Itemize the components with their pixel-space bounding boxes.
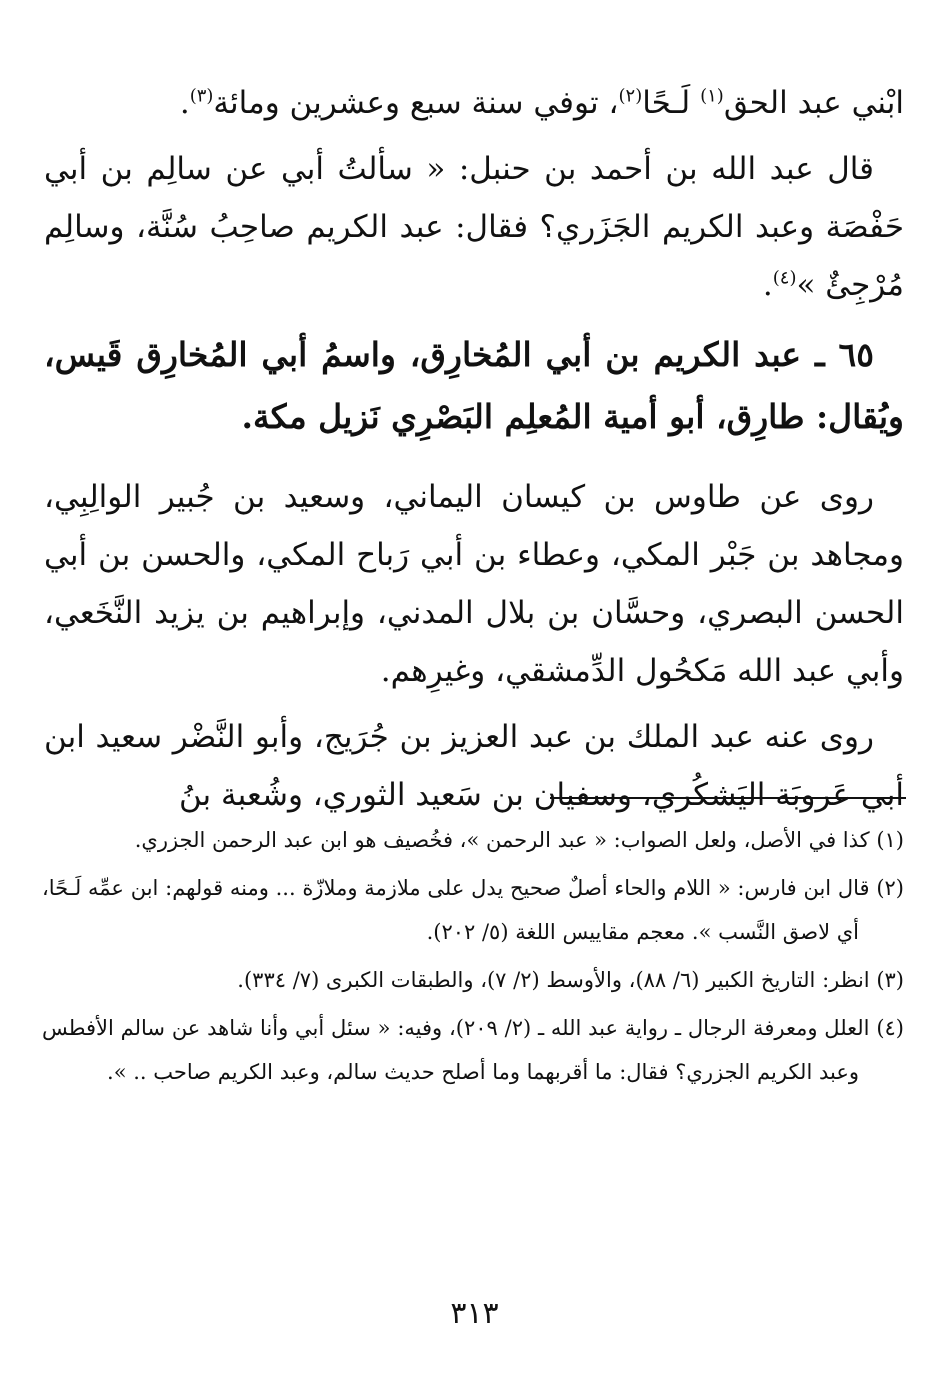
paragraph-1 bbox=[44, 74, 904, 132]
footnotes bbox=[42, 818, 904, 1098]
paragraph-2-text: قال عبد الله بن أحمد بن حنبل: « سألتُ أبي عن سالِم بن أبي حَفْصَة وعبد الكريم الجَزَري؟ فقال: عبد الكريم صاحِبُ سُنَّة، وسالِم مُرْجِئٌ » bbox=[44, 151, 904, 303]
footnote-ref-3: (٣) bbox=[189, 85, 214, 107]
paragraph-4: روى عنه عبد الملك بن عبد العزيز بن جُرَيج، وأبو النَّضْر سعيد ابن أبي عَروبَة اليَشكُري، وسفيان بن سَعيد الثوري، وشُعبة بنُ bbox=[44, 719, 904, 813]
paragraph-1-text-b: لَـحًا bbox=[642, 85, 701, 121]
paragraph-1-text: ابْني عبد الحق bbox=[723, 85, 904, 121]
paragraph-2-end: . bbox=[762, 267, 773, 303]
paragraph-2 bbox=[44, 140, 904, 314]
paragraph-3: روى عن طاوس بن كيسان اليماني، وسعيد بن جُبير الوالِبِي، ومجاهد بن جَبْر المكي، وعطاء بن أبي رَباح المكي، والحسن بن أبي الحسن البصري، وحسَّان بن بلال المدني، وإبراهيم بن يزيد النَّخَعي، وأبي عبد الله مَكحُول الدِّمشقي، وغيرِهم. bbox=[44, 479, 904, 689]
footnote-ref-1: (١) bbox=[700, 85, 724, 107]
footnote-4: (٤) العلل ومعرفة الرجال ـ رواية عبد الله ـ (٢/ ٢٠٩)، وفيه: « سئل أبي وأنا شاهد عن سالم الأفطس وعبد الكريم الجزري؟ فقال: ما أقربهما وما أصلح حديث سالم، وعبد الكريم صاحب .. ». bbox=[42, 1016, 904, 1084]
footnote-2: (٢) قال ابن فارس: « اللام والحاء أصلٌ صحيح يدل على ملازمة وملازّة ... ومنه قولهم: ابن عمِّه لَـحًا، أي لاصق النَّسب ». معجم مقاييس اللغة (٥/ ٢٠٢). bbox=[42, 876, 904, 944]
main-text bbox=[44, 74, 904, 832]
footnote-3: (٣) انظر: التاريخ الكبير (٦/ ٨٨)، والأوسط (٢/ ٧)، والطبقات الكبرى (٧/ ٣٣٤). bbox=[237, 968, 904, 992]
footnote-1: (١) كذا في الأصل، ولعل الصواب: « عبد الرحمن »، فخُصيف هو ابن عبد الرحمن الجزري. bbox=[134, 828, 904, 852]
paragraph-1-end: . bbox=[179, 85, 190, 121]
footnote-ref-4: (٤) bbox=[772, 267, 797, 289]
page-number: ٣١٣ bbox=[450, 1296, 499, 1331]
paragraph-1-text-c: ، توفي سنة سبع وعشرين ومائة bbox=[213, 85, 619, 121]
entry-heading: ٦٥ ـ عبد الكريم بن أبي المُخارِق، واسمُ أبي المُخارِق قَيس، ويُقال: طارِق، أبو أمية المُعلِم البَصْرِي نَزيل مكة. bbox=[44, 335, 904, 436]
footnote-divider bbox=[550, 797, 906, 799]
footnote-ref-2: (٢) bbox=[618, 85, 643, 107]
